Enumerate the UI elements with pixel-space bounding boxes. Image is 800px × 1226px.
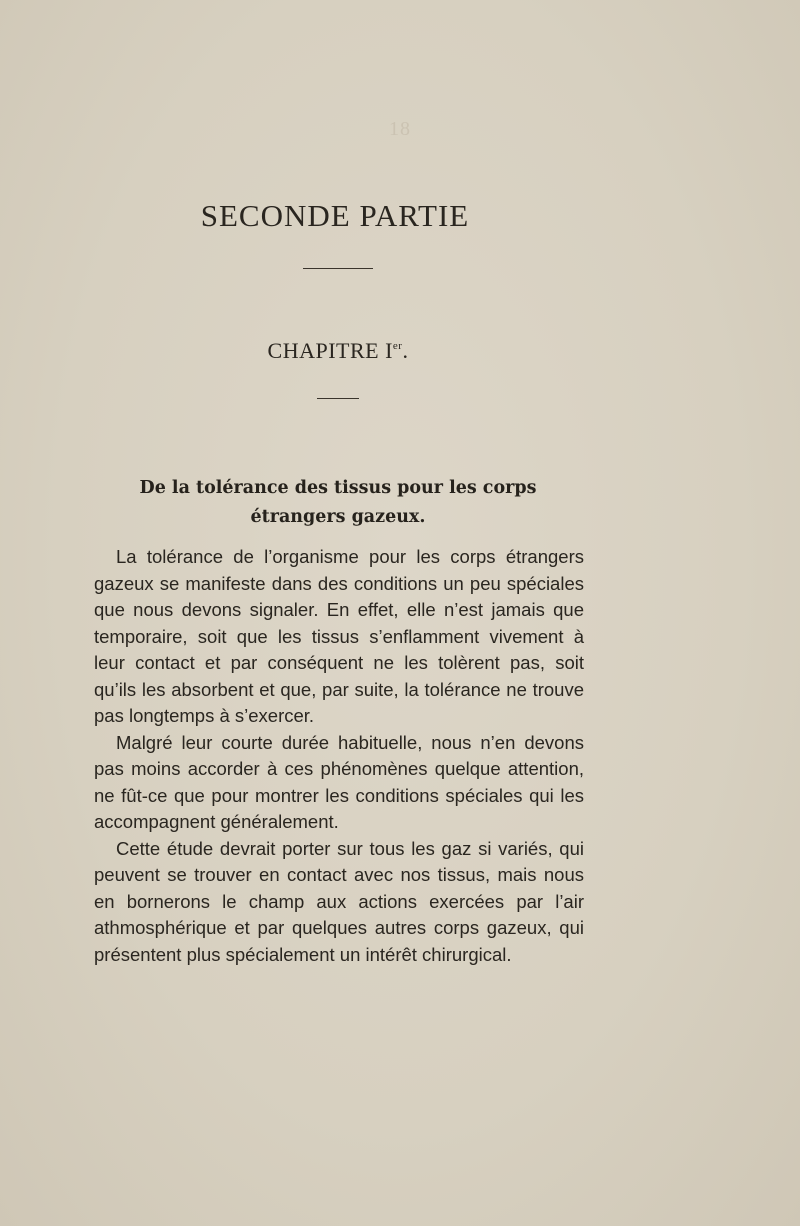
paragraph: La tolérance de l’organisme pour les corps étrangers gazeux se manifeste dans des conditions un peu spéciales que nous devons signaler. En effet, elle n’est jamais que temporaire, soit que les tissus s’enflamment vivement à leur contact et par conséquent ne les tolèrent pas, soit qu’ils les absorbent et que, par suite, la tolérance ne trouve pas longtemps à s’exercer. <box>94 546 584 726</box>
divider-rule <box>303 268 373 269</box>
body-text <box>94 544 584 968</box>
chapter-title <box>0 338 676 364</box>
chapter-suffix: . <box>402 338 409 363</box>
section-title: De la tolérance des tissus pour les corps étrangers gazeux. <box>139 478 537 527</box>
divider-rule <box>317 398 359 399</box>
chapter-title-text: CHAPITRE I <box>267 338 393 363</box>
page-number: 18 <box>389 118 411 140</box>
paragraph: Cette étude devrait porter sur tous les gaz si variés, qui peuvent se trouver en contact avec nos tissus, mais nous en bornerons le champ aux actions exercées par l’air athmosphérique et par quelques autres corps gazeux, qui présentent plus spécialement un intérêt chirurgical. <box>94 837 584 965</box>
part-title: SECONDE PARTIE <box>200 198 470 233</box>
paragraph: Malgré leur courte durée habituelle, nous n’en devons pas moins accorder à ces phénomènes quelque attention, ne fût-ce que pour montrer les conditions spéciales qui les accompagnent généralement. <box>94 731 584 832</box>
chapter-superscript: er <box>392 340 403 352</box>
